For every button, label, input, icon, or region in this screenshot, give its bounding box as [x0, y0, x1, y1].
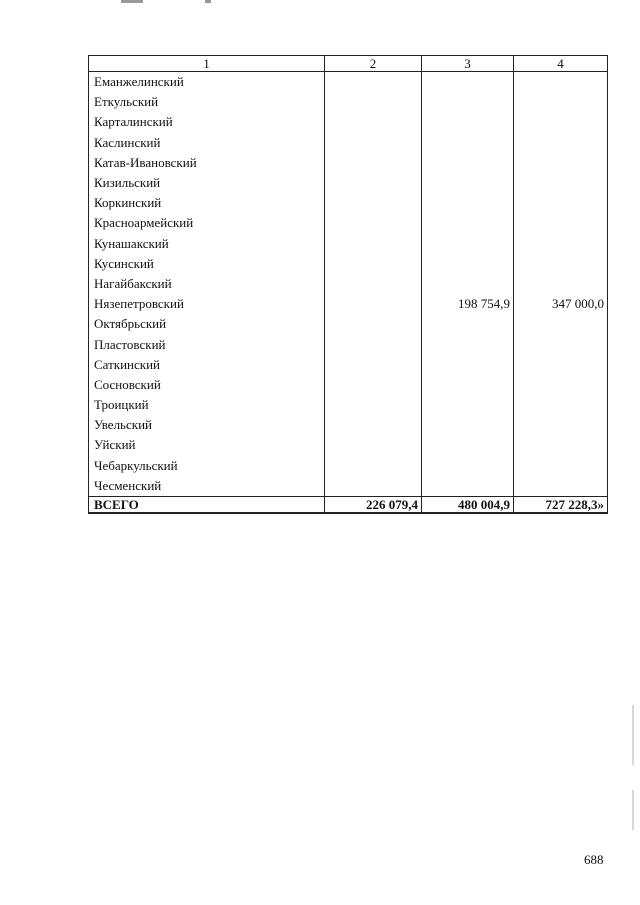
budget-table [88, 55, 608, 514]
district-name-cell: Нязепетровский [89, 294, 325, 314]
value-cell [514, 415, 608, 435]
value-cell [422, 234, 514, 254]
total-cell: 226 079,4 [325, 496, 422, 513]
value-cell [422, 254, 514, 274]
value-cell [325, 72, 422, 93]
page-number: 688 [584, 852, 604, 867]
value-cell [514, 375, 608, 395]
table-row [89, 294, 608, 314]
table-row [89, 435, 608, 455]
value-cell [422, 435, 514, 455]
table-row [89, 375, 608, 395]
district-name-cell: Кизильский [89, 173, 325, 193]
table-row [89, 173, 608, 193]
value-cell [325, 415, 422, 435]
district-name-cell: Пластовский [89, 334, 325, 354]
value-cell [422, 395, 514, 415]
value-cell [325, 92, 422, 112]
value-cell [514, 314, 608, 334]
district-name-cell: Коркинский [89, 193, 325, 213]
value-cell [325, 213, 422, 233]
value-cell [325, 274, 422, 294]
value-cell [422, 213, 514, 233]
value-cell [514, 274, 608, 294]
district-name-cell: Нагайбакский [89, 274, 325, 294]
value-cell [514, 193, 608, 213]
value-cell [514, 476, 608, 497]
value-cell [514, 234, 608, 254]
table-row [89, 314, 608, 334]
value-cell [422, 193, 514, 213]
value-cell [325, 254, 422, 274]
scan-edge-artifact [632, 790, 634, 830]
district-name-cell: Карталинский [89, 112, 325, 132]
table-row [89, 72, 608, 93]
value-cell [325, 375, 422, 395]
district-name-cell: Кунашакский [89, 234, 325, 254]
table-row [89, 395, 608, 415]
scan-artifact [205, 0, 211, 3]
table-body [89, 72, 608, 497]
value-cell [514, 334, 608, 354]
table-row [89, 355, 608, 375]
value-cell [325, 395, 422, 415]
value-cell [422, 314, 514, 334]
district-name-cell: Катав-Ивановский [89, 153, 325, 173]
value-cell [325, 234, 422, 254]
value-cell [325, 435, 422, 455]
column-header: 3 [422, 56, 514, 72]
district-name-cell: Кусинский [89, 254, 325, 274]
value-cell [422, 415, 514, 435]
column-header: 4 [514, 56, 608, 72]
district-name-cell: Чесменский [89, 476, 325, 497]
value-cell [514, 254, 608, 274]
scan-artifact [121, 0, 143, 3]
table-row [89, 153, 608, 173]
district-name-cell: Еманжелинский [89, 72, 325, 93]
value-cell [422, 334, 514, 354]
total-row [89, 496, 608, 513]
value-cell [514, 72, 608, 93]
value-cell [514, 213, 608, 233]
value-cell: 198 754,9 [422, 294, 514, 314]
table-header-row [89, 56, 608, 72]
value-cell [422, 92, 514, 112]
district-name-cell: Троицкий [89, 395, 325, 415]
table-row [89, 415, 608, 435]
district-name-cell: Каслинский [89, 133, 325, 153]
table-row [89, 92, 608, 112]
value-cell [325, 193, 422, 213]
district-name-cell: Чебаркульский [89, 456, 325, 476]
value-cell [422, 173, 514, 193]
district-name-cell: Уйский [89, 435, 325, 455]
value-cell [422, 476, 514, 497]
value-cell [325, 355, 422, 375]
district-name-cell: Красноармейский [89, 213, 325, 233]
value-cell [514, 153, 608, 173]
value-cell [422, 133, 514, 153]
district-name-cell: Сосновский [89, 375, 325, 395]
table-row [89, 334, 608, 354]
district-name-cell: Еткульский [89, 92, 325, 112]
table-row [89, 476, 608, 497]
table-row [89, 234, 608, 254]
total-cell: 480 004,9 [422, 496, 514, 513]
value-cell [422, 274, 514, 294]
district-name-cell: Октябрьский [89, 314, 325, 334]
value-cell [514, 133, 608, 153]
table-row [89, 133, 608, 153]
value-cell [325, 112, 422, 132]
value-cell [422, 112, 514, 132]
value-cell [514, 173, 608, 193]
value-cell [514, 92, 608, 112]
value-cell [514, 435, 608, 455]
value-cell [325, 133, 422, 153]
scan-edge-artifact [632, 705, 634, 765]
value-cell [422, 375, 514, 395]
value-cell [422, 355, 514, 375]
budget-table-container [88, 55, 607, 514]
value-cell: 347 000,0 [514, 294, 608, 314]
table-row [89, 274, 608, 294]
table-row [89, 254, 608, 274]
value-cell [325, 476, 422, 497]
table-row [89, 112, 608, 132]
total-label: ВСЕГО [89, 496, 325, 513]
district-name-cell: Саткинский [89, 355, 325, 375]
value-cell [325, 314, 422, 334]
value-cell [422, 153, 514, 173]
value-cell [514, 395, 608, 415]
total-cell: 727 228,3» [514, 496, 608, 513]
value-cell [422, 456, 514, 476]
column-header: 2 [325, 56, 422, 72]
value-cell [514, 112, 608, 132]
value-cell [325, 294, 422, 314]
value-cell [514, 355, 608, 375]
value-cell [514, 456, 608, 476]
value-cell [422, 72, 514, 93]
value-cell [325, 153, 422, 173]
value-cell [325, 334, 422, 354]
table-row [89, 213, 608, 233]
district-name-cell: Увельский [89, 415, 325, 435]
column-header: 1 [89, 56, 325, 72]
table-row [89, 193, 608, 213]
value-cell [325, 173, 422, 193]
value-cell [325, 456, 422, 476]
table-row [89, 456, 608, 476]
